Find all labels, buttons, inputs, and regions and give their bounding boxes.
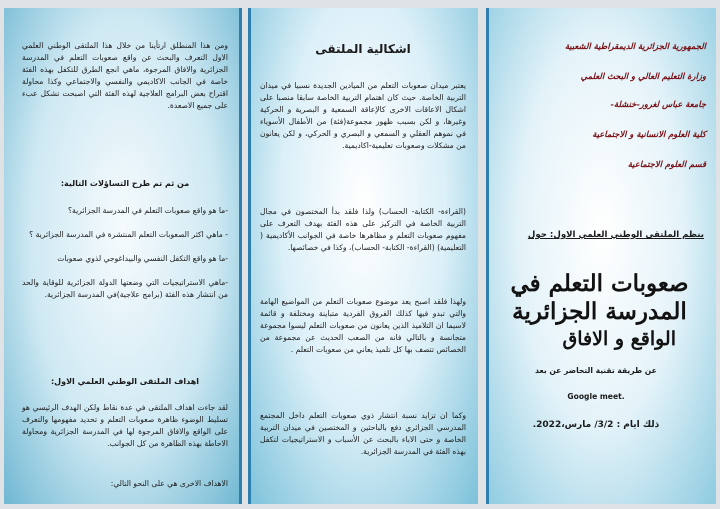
question-item: -ما هو واقع التكفل النفسي والبيداغوجي لذوي صعوبات: [57, 254, 228, 263]
goals-heading: اهداف الملتقى الوطني العلمي الاول:: [50, 377, 200, 386]
questions-heading: من ثم تم طرح التساؤلات التالية:: [60, 179, 190, 188]
institution-line: وزارة التعليم العالي و البحث العلمي: [580, 71, 706, 81]
forum-subtitle: الواقع و الافاق: [562, 328, 676, 350]
question-item: -ماهي الاستراتيجيات التي وضعتها الدولة الجزائرية للوقاية والحد من انتشار هذه الفئة (برامج علاجية)في المدرسة الجزائرية.: [22, 278, 228, 299]
panel-border: [486, 8, 489, 504]
goals-paragraph: لقد جاءت اهداف الملتقى في عدة نقاط ولكن الهدف الرئيسي هو تسليط الوضوء ظاهرة صعوبات التعلم و تحديد مفهومها والتعرف على الواقع والافاق المرجوة لها في المدرسة الجزائرية ومحاولة الاحاطة بهذه الظاهرة من كل الجوانب.: [22, 403, 228, 448]
remote-mode-text: عن طريقة تقنية التحاضر عن بعد: [535, 366, 657, 375]
problem-heading: اشكالية الملتقى: [315, 42, 411, 56]
institution-line: جامعة عباس لغرور-خنشلة-: [610, 99, 706, 109]
left-panel: [4, 8, 242, 504]
middle-panel: [248, 8, 478, 504]
forum-title: صعوبات التعلم في المدرسة الجزائرية: [510, 270, 689, 325]
platform-text: Google meet.: [567, 392, 625, 401]
organizer-line: [528, 230, 704, 240]
about-text: : حول: [527, 230, 554, 240]
panel-border: [248, 8, 251, 504]
problem-paragraph-3: ولهذا فلقد اصبح يعد موضوع صعوبات التعلم من المواضيع الهامة والتي تبدو فيها كذلك الفروق الفردية متباينة ومختلفة و قائمة لاسيما ان التلاميذ الذين يعانون من صعوبات التعلم ليسوا مجموعة متجانسة و بالتالي فانه من الصعب الحديث عن مجموعة من الخصائص تتصف بها كل تلميذ يعاني من صعوبات التعلم .: [260, 297, 466, 354]
problem-paragraph-1: يعتبر ميدان صعوبات التعلم من الميادين الجديدة نسبيا في ميدان التربية الخاصة. حيث كان اهتمام التربية الخاصة سابقا منصبا على اشكال الاعاقات الاخرى كالإعاقة السمعية و البصرية و الحركية وغيرها، و لكن بسبب ظهور مجموعة(فئة) من الأطفال الأسوياء في نموهم العقلي و السمعي و البصري و الحركي، و لكن يعانون من مشكلات وصعوبات تعليمية-اكاديمية.: [260, 81, 466, 150]
problem-paragraph-4: وكما ان تزايد نسبة انتشار ذوي صعوبات التعلم داخل المجتمع المدرسي الجزائري دفع بالباحثين و المختصين في ميدان التربية الخاصة و حتى الاباء بالبحث عن الأسباب و الاستراتيجيات لتكفل بهذه الفئة في المدرسة الجزائرية.: [260, 411, 466, 456]
question-item: - ماهي اكثر الصعوبات التعلم المنتشرة في المدرسة الجزائرية ؟: [29, 230, 228, 239]
institution-line: الجمهورية الجزائرية الديمقراطية الشعبية: [564, 41, 706, 51]
organizer-text: ينظم الملتقى الوطني العلمي الاول: [553, 230, 704, 240]
institution-line: قسم العلوم الاجتماعية: [627, 159, 706, 169]
question-item: -ما هو واقع صعوبات التعلم في المدرسة الجزائرية؟: [68, 206, 228, 215]
panel-border: [239, 8, 242, 504]
left-intro-paragraph: ومن هذا المنطلق ارتأينا من خلال هذا الملتقى الوطني العلمي الاول التعرف والبحث عن واقع صعوبات التعلم في المدرسة الجزائرية والافاق المرجوة، ماهي انجع الطرق للتكفل بهذه الفئة خاصة في الجانب الاكاديمي والنفسي والاجتماعي وكذا محاولة اقتراح بعض البرامج العلاجية لهذه الفئة التي اصبحت تشكل عبء على جميع الاصعدة.: [22, 41, 228, 110]
institution-line: كلية العلوم الانسانية و الاجتماعية: [592, 129, 706, 139]
date-text: ذلك ايام : 3/2/ مارس،2022.: [532, 420, 660, 430]
questions-list: [22, 205, 228, 313]
problem-paragraph-2: (القراءة- الكتابة- الحساب) ولذا فلقد بدأ المختصون في مجال التربية الخاصة في التركيز على هذه الفئة بهدف التعرف على مفهوم صعوبات التعلم و مظاهرها خاصة في الجوانب الأكاديمية ( التعليمية) (القراءة- الكتابة- الحساب)، وكذا في خصائصها.: [260, 207, 466, 252]
goals-other-text: الاهداف الاخرى هي على النحو التالي:: [110, 479, 228, 488]
right-panel: [486, 8, 716, 504]
